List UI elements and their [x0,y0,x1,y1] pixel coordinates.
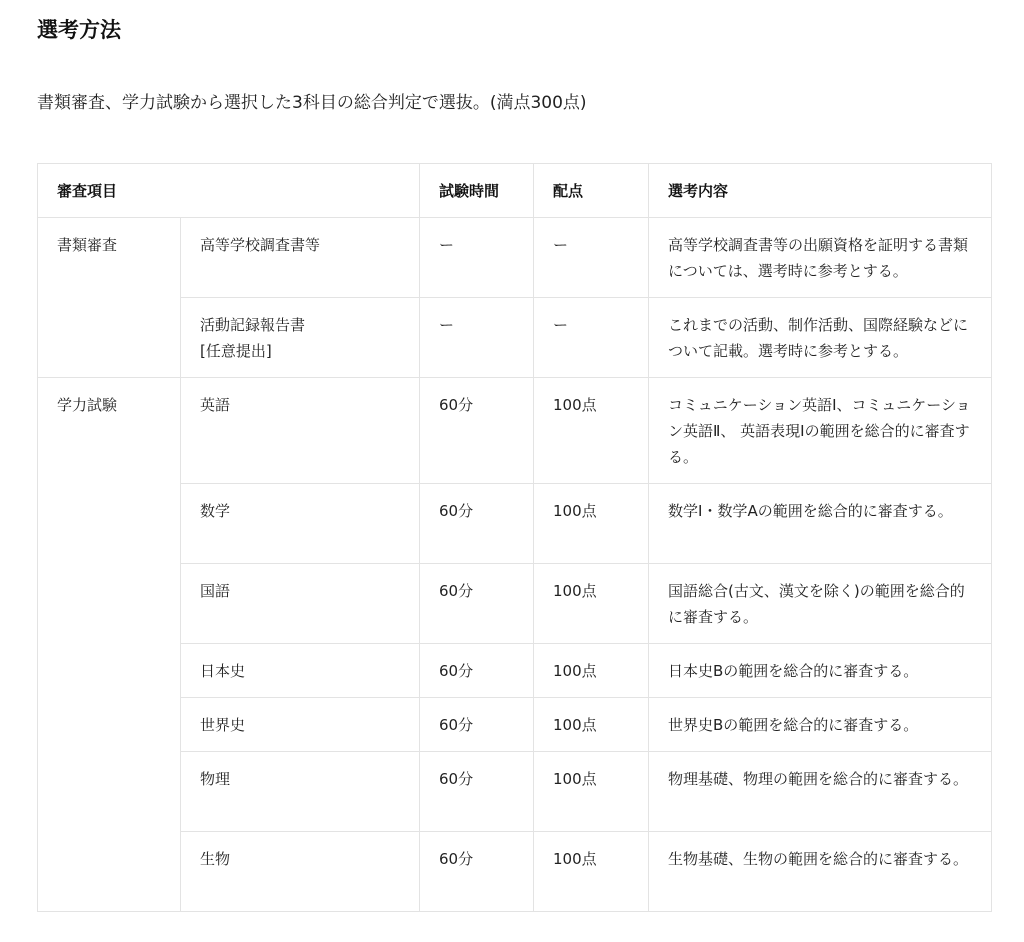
header-content: 選考内容 [649,164,992,218]
intro-text: 書類審査、学力試験から選択した3科目の総合判定で選抜。(満点300点) [37,93,587,113]
header-time: 試験時間 [420,164,534,218]
content-cell: 数学Ⅰ・数学Aの範囲を総合的に審査する。 [649,484,992,564]
content-cell: 日本史Bの範囲を総合的に審査する。 [649,644,992,698]
selection-table [37,163,992,912]
subject-cell: 英語 [181,378,420,484]
content-cell: 物理基礎、物理の範囲を総合的に審査する。 [649,752,992,832]
score-cell: 100点 [534,752,649,832]
table-row [38,752,992,832]
score-cell: 100点 [534,378,649,484]
table-row [38,564,992,644]
subject-cell: 日本史 [181,644,420,698]
time-cell: 60分 [420,752,534,832]
content-cell: 生物基礎、生物の範囲を総合的に審査する。 [649,832,992,912]
page-title: 選考方法 [37,18,121,42]
header-item: 審査項目 [38,164,420,218]
table-row [38,832,992,912]
subject-cell: 国語 [181,564,420,644]
time-cell: ー [420,298,534,378]
subject-cell [181,298,420,378]
time-cell: 60分 [420,564,534,644]
score-cell: 100点 [534,832,649,912]
table-row [38,218,992,298]
time-cell: 60分 [420,832,534,912]
table-row [38,298,992,378]
subject-cell: 世界史 [181,698,420,752]
content-cell: 国語総合(古文、漢文を除く)の範囲を総合的に審査する。 [649,564,992,644]
subject-cell: 生物 [181,832,420,912]
category-cell: 書類審査 [38,218,181,378]
score-cell: 100点 [534,564,649,644]
time-cell: ー [420,218,534,298]
score-cell: ー [534,298,649,378]
time-cell: 60分 [420,484,534,564]
table-row [38,644,992,698]
content-cell: これまでの活動、制作活動、国際経験などについて記載。選考時に参考とする。 [649,298,992,378]
table-row [38,698,992,752]
time-cell: 60分 [420,378,534,484]
score-cell: ー [534,218,649,298]
table-row [38,484,992,564]
score-cell: 100点 [534,644,649,698]
content-cell: 高等学校調査書等の出願資格を証明する書類については、選考時に参考とする。 [649,218,992,298]
subject-cell: 高等学校調査書等 [181,218,420,298]
header-score: 配点 [534,164,649,218]
time-cell: 60分 [420,644,534,698]
content-cell: 世界史Bの範囲を総合的に審査する。 [649,698,992,752]
subject-cell: 数学 [181,484,420,564]
table-row [38,378,992,484]
score-cell: 100点 [534,698,649,752]
subject-cell: 物理 [181,752,420,832]
category-cell: 学力試験 [38,378,181,912]
time-cell: 60分 [420,698,534,752]
score-cell: 100点 [534,484,649,564]
content-cell: コミュニケーション英語Ⅰ、コミュニケーション英語Ⅱ、 英語表現Ⅰの範囲を総合的に審査する。 [649,378,992,484]
subject-note: [任意提出] [200,342,272,360]
table-header-row [38,164,992,218]
subject-name: 活動記録報告書 [200,316,306,334]
